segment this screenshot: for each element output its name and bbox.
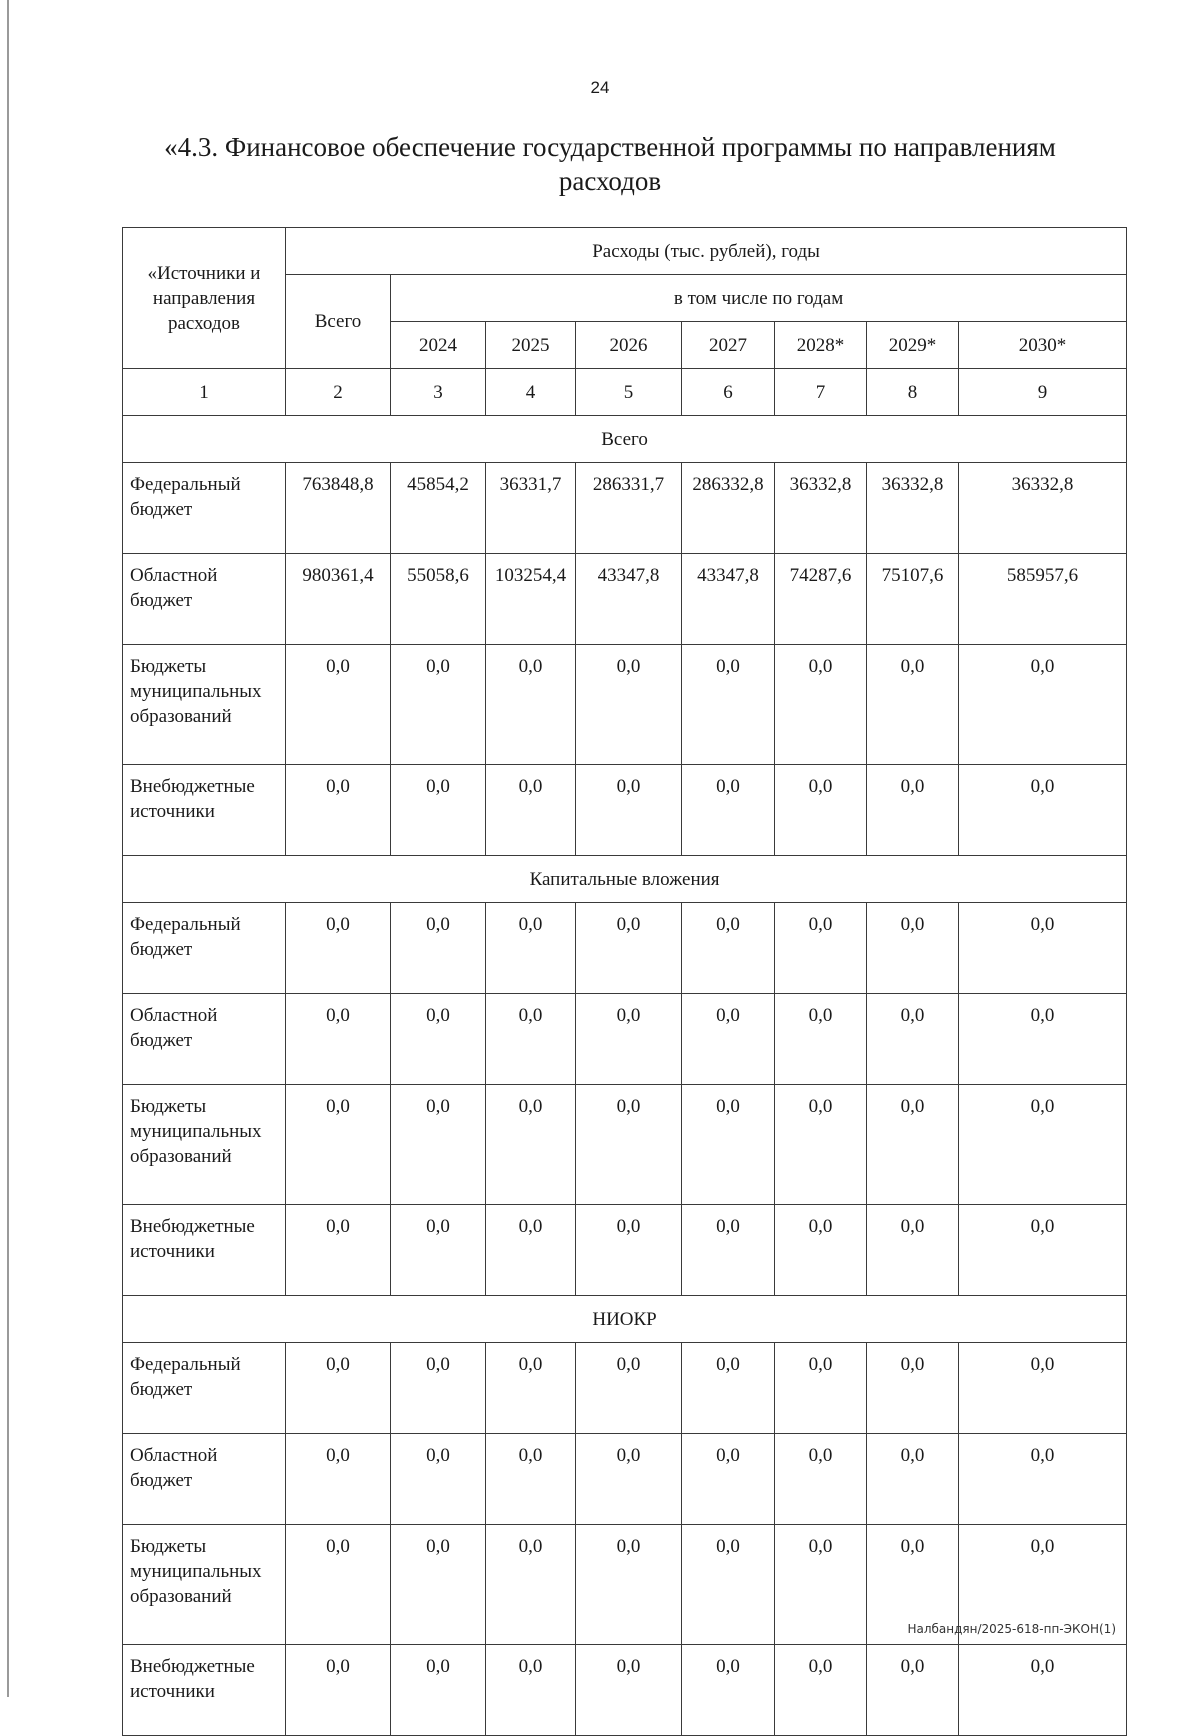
section-title: Всего (123, 416, 1127, 463)
source-label: Внебюджетные источники (123, 765, 286, 856)
value-cell: 103254,4 (486, 554, 576, 645)
value-cell: 0,0 (286, 1525, 391, 1645)
value-cell: 0,0 (959, 645, 1127, 765)
value-cell: 0,0 (775, 645, 867, 765)
source-label: Областной бюджет (123, 994, 286, 1085)
table-row (123, 554, 1127, 645)
value-cell: 0,0 (867, 765, 959, 856)
value-cell: 0,0 (391, 765, 486, 856)
table-row (123, 1645, 1127, 1736)
header-year: 2029* (867, 322, 959, 369)
section-title: Капитальные вложения (123, 856, 1127, 903)
source-label: Внебюджетные источники (123, 1645, 286, 1736)
column-number: 6 (682, 369, 775, 416)
value-cell: 0,0 (867, 1645, 959, 1736)
value-cell: 0,0 (959, 903, 1127, 994)
value-cell: 763848,8 (286, 463, 391, 554)
value-cell: 0,0 (775, 1343, 867, 1434)
value-cell: 0,0 (486, 1434, 576, 1525)
source-label: Федеральный бюджет (123, 463, 286, 554)
column-number: 8 (867, 369, 959, 416)
header-by-years: в том числе по годам (391, 275, 1127, 322)
column-number: 4 (486, 369, 576, 416)
header-expenses: Расходы (тыс. рублей), годы (286, 228, 1127, 275)
value-cell: 0,0 (286, 1085, 391, 1205)
value-cell: 0,0 (959, 994, 1127, 1085)
value-cell: 75107,6 (867, 554, 959, 645)
value-cell: 0,0 (286, 903, 391, 994)
value-cell: 43347,8 (682, 554, 775, 645)
value-cell: 0,0 (959, 1434, 1127, 1525)
value-cell: 0,0 (682, 1343, 775, 1434)
value-cell: 0,0 (486, 1343, 576, 1434)
scan-edge-line (7, 0, 9, 1697)
value-cell: 0,0 (959, 765, 1127, 856)
value-cell: 0,0 (959, 1205, 1127, 1296)
value-cell: 0,0 (576, 1645, 682, 1736)
value-cell: 585957,6 (959, 554, 1127, 645)
header-year: 2027 (682, 322, 775, 369)
value-cell: 0,0 (775, 1434, 867, 1525)
value-cell: 0,0 (391, 1085, 486, 1205)
value-cell: 0,0 (775, 1205, 867, 1296)
source-label: Бюджеты муниципальных образований (123, 1525, 286, 1645)
value-cell: 286331,7 (576, 463, 682, 554)
value-cell: 0,0 (391, 1343, 486, 1434)
value-cell: 0,0 (576, 994, 682, 1085)
value-cell: 0,0 (286, 1343, 391, 1434)
header-year: 2026 (576, 322, 682, 369)
value-cell: 0,0 (576, 1085, 682, 1205)
value-cell: 0,0 (486, 645, 576, 765)
table-row (123, 463, 1127, 554)
source-label: Федеральный бюджет (123, 1343, 286, 1434)
value-cell: 0,0 (486, 1645, 576, 1736)
value-cell: 0,0 (576, 765, 682, 856)
value-cell: 0,0 (486, 1085, 576, 1205)
value-cell: 0,0 (486, 994, 576, 1085)
value-cell: 0,0 (682, 1645, 775, 1736)
value-cell: 0,0 (286, 1434, 391, 1525)
source-label: Областной бюджет (123, 554, 286, 645)
section-title: НИОКР (123, 1296, 1127, 1343)
table-row (123, 645, 1127, 765)
value-cell: 0,0 (576, 1525, 682, 1645)
value-cell: 0,0 (391, 994, 486, 1085)
value-cell: 0,0 (867, 1085, 959, 1205)
value-cell: 0,0 (286, 645, 391, 765)
column-number: 2 (286, 369, 391, 416)
source-label: Федеральный бюджет (123, 903, 286, 994)
value-cell: 0,0 (391, 1645, 486, 1736)
value-cell: 0,0 (959, 1645, 1127, 1736)
source-label: Бюджеты муниципальных образований (123, 1085, 286, 1205)
source-label: Бюджеты муниципальных образований (123, 645, 286, 765)
value-cell: 980361,4 (286, 554, 391, 645)
table-row (123, 765, 1127, 856)
value-cell: 0,0 (286, 994, 391, 1085)
value-cell: 55058,6 (391, 554, 486, 645)
value-cell: 0,0 (682, 765, 775, 856)
value-cell: 0,0 (775, 765, 867, 856)
value-cell: 74287,6 (775, 554, 867, 645)
document-code: Налбандян/2025-618-пп-ЭКОН(1) (907, 1622, 1116, 1636)
value-cell: 0,0 (867, 1525, 959, 1645)
value-cell: 36332,8 (775, 463, 867, 554)
value-cell: 0,0 (391, 1525, 486, 1645)
column-number: 5 (576, 369, 682, 416)
source-label: Внебюджетные источники (123, 1205, 286, 1296)
value-cell: 0,0 (867, 645, 959, 765)
value-cell: 0,0 (867, 994, 959, 1085)
value-cell: 0,0 (682, 903, 775, 994)
value-cell: 0,0 (959, 1343, 1127, 1434)
header-year: 2025 (486, 322, 576, 369)
page-number: 24 (590, 78, 610, 97)
value-cell: 0,0 (286, 1205, 391, 1296)
value-cell: 0,0 (576, 1434, 682, 1525)
value-cell: 0,0 (576, 1343, 682, 1434)
table-row (123, 1205, 1127, 1296)
column-number: 3 (391, 369, 486, 416)
value-cell: 0,0 (486, 1205, 576, 1296)
value-cell: 0,0 (867, 1343, 959, 1434)
value-cell: 0,0 (391, 1434, 486, 1525)
document-title (120, 130, 1100, 198)
value-cell: 43347,8 (576, 554, 682, 645)
value-cell: 0,0 (867, 903, 959, 994)
value-cell: 36331,7 (486, 463, 576, 554)
table-row (123, 1434, 1127, 1525)
value-cell: 0,0 (775, 1085, 867, 1205)
value-cell: 0,0 (682, 994, 775, 1085)
header-year: 2030* (959, 322, 1127, 369)
source-label: Областной бюджет (123, 1434, 286, 1525)
financing-table (122, 227, 1127, 1736)
value-cell: 0,0 (867, 1205, 959, 1296)
value-cell: 0,0 (775, 903, 867, 994)
value-cell: 0,0 (682, 1525, 775, 1645)
value-cell: 0,0 (682, 1205, 775, 1296)
value-cell: 0,0 (391, 645, 486, 765)
table-row (123, 1343, 1127, 1434)
table-row (123, 1085, 1127, 1205)
value-cell: 0,0 (576, 1205, 682, 1296)
value-cell: 0,0 (775, 1645, 867, 1736)
value-cell: 0,0 (576, 903, 682, 994)
value-cell: 0,0 (682, 1085, 775, 1205)
value-cell: 36332,8 (867, 463, 959, 554)
table-row (123, 994, 1127, 1085)
value-cell: 0,0 (286, 1645, 391, 1736)
column-number: 1 (123, 369, 286, 416)
title-line-2: расходов (558, 166, 662, 196)
value-cell: 0,0 (486, 903, 576, 994)
value-cell: 0,0 (576, 645, 682, 765)
value-cell: 0,0 (775, 1525, 867, 1645)
header-year: 2024 (391, 322, 486, 369)
value-cell: 0,0 (959, 1525, 1127, 1645)
value-cell: 0,0 (959, 1085, 1127, 1205)
value-cell: 286332,8 (682, 463, 775, 554)
header-year: 2028* (775, 322, 867, 369)
value-cell: 0,0 (286, 765, 391, 856)
title-line-1: «4.3. Финансовое обеспечение государственной программы по направлениям (164, 132, 1056, 162)
table-row (123, 903, 1127, 994)
header-sources: «Источники и направления расходов (123, 228, 286, 369)
value-cell: 0,0 (391, 1205, 486, 1296)
value-cell: 36332,8 (959, 463, 1127, 554)
value-cell: 0,0 (682, 645, 775, 765)
column-number: 7 (775, 369, 867, 416)
value-cell: 0,0 (867, 1434, 959, 1525)
value-cell: 45854,2 (391, 463, 486, 554)
value-cell: 0,0 (486, 765, 576, 856)
column-number: 9 (959, 369, 1127, 416)
value-cell: 0,0 (682, 1434, 775, 1525)
value-cell: 0,0 (775, 994, 867, 1085)
value-cell: 0,0 (391, 903, 486, 994)
value-cell: 0,0 (486, 1525, 576, 1645)
header-total: Всего (286, 275, 391, 369)
